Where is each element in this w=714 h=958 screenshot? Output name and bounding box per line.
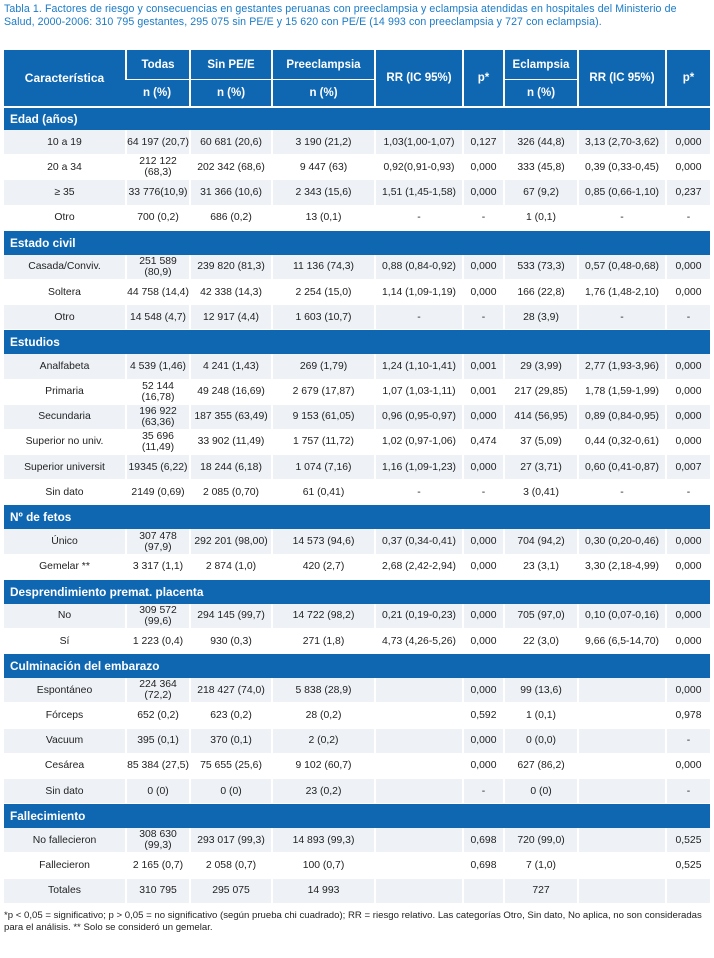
table-cell [374, 879, 462, 904]
table-cell: 3,30 (2,18-4,99) [577, 555, 665, 580]
table-cell: 0,000 [462, 255, 503, 280]
table-cell: 2 085 (0,70) [189, 480, 271, 505]
header-rr-preeclampsia: RR (IC 95%) [374, 50, 462, 106]
table-cell: 99 (13,6) [503, 678, 577, 703]
table-row [4, 130, 710, 155]
section-title: Estudios [4, 330, 710, 354]
table-cell: 720 (99,0) [503, 828, 577, 853]
table-cell [577, 779, 665, 804]
table-cell: - [577, 305, 665, 330]
table-cell: 0,698 [462, 828, 503, 853]
table-cell: 42 338 (14,3) [189, 280, 271, 305]
table-cell: 251 589 (80,9) [125, 255, 189, 280]
section-title: Edad (años) [4, 106, 710, 130]
table-cell: 0,000 [462, 729, 503, 754]
table-cell: 22 (3,0) [503, 629, 577, 654]
table-cell: - [374, 305, 462, 330]
table-cell: 310 795 [125, 879, 189, 904]
table-cell: 269 (1,79) [271, 354, 374, 379]
table-cell: 0,000 [665, 405, 710, 430]
table-cell: 627 (86,2) [503, 754, 577, 779]
table-cell: 1,02 (0,97-1,06) [374, 430, 462, 455]
table-cell: 0 (0,0) [503, 729, 577, 754]
table-cell: 60 681 (20,6) [189, 130, 271, 155]
table-cell: 9 102 (60,7) [271, 754, 374, 779]
row-label: Secundaria [4, 405, 125, 430]
table-cell: - [665, 729, 710, 754]
table-cell: 27 (3,71) [503, 455, 577, 480]
table-header [4, 50, 710, 106]
table-cell: 0,000 [462, 754, 503, 779]
table-cell: 7 (1,0) [503, 853, 577, 878]
table-cell: 395 (0,1) [125, 729, 189, 754]
table-row [4, 678, 710, 703]
table-cell: - [577, 480, 665, 505]
row-label: Único [4, 529, 125, 554]
table-cell: 19345 (6,22) [125, 455, 189, 480]
table-cell: 0,000 [665, 555, 710, 580]
table-cell: 0,978 [665, 703, 710, 728]
table-cell: 4 241 (1,43) [189, 354, 271, 379]
table-cell: - [462, 779, 503, 804]
table-cell: - [462, 305, 503, 330]
table-cell: 0,000 [665, 678, 710, 703]
table-cell: 85 384 (27,5) [125, 754, 189, 779]
table-cell: 308 630 (99,3) [125, 828, 189, 853]
table-row [4, 255, 710, 280]
table-cell: 0,007 [665, 455, 710, 480]
table-cell: 0,000 [665, 604, 710, 629]
table-row [4, 455, 710, 480]
table-cell: 0,57 (0,48-0,68) [577, 255, 665, 280]
table-caption: Tabla 1. Factores de riesgo y consecuencias en gestantes peruanas con preeclampsia y eclampsia atendidas en hospitales del Ministerio de Salud, 2000-2006: 310 795 gestantes, 295 075 sin PE/E y 15 620 con PE/E (14 993 con preeclampsia y 727 con eclampsia). [4, 3, 677, 29]
table-cell [577, 729, 665, 754]
header-eclampsia-n: n (%) [503, 79, 577, 106]
table-cell: 0,60 (0,41-0,87) [577, 455, 665, 480]
table-cell [577, 703, 665, 728]
table-row [4, 754, 710, 779]
table-cell: 2 874 (1,0) [189, 555, 271, 580]
section-title: Estado civil [4, 231, 710, 255]
table-cell: 14 548 (4,7) [125, 305, 189, 330]
table-cell: 0,592 [462, 703, 503, 728]
table-cell: 1 (0,1) [503, 703, 577, 728]
row-label: Espontáneo [4, 678, 125, 703]
table-row [4, 380, 710, 405]
table-row [4, 879, 710, 904]
header-rr-eclampsia: RR (IC 95%) [577, 50, 665, 106]
row-label: Primaria [4, 380, 125, 405]
table-cell: 2 343 (15,6) [271, 180, 374, 205]
table-cell: 29 (3,99) [503, 354, 577, 379]
table-cell: 1,16 (1,09-1,23) [374, 455, 462, 480]
section-header [4, 231, 710, 255]
table-cell: 64 197 (20,7) [125, 130, 189, 155]
table-cell: 930 (0,3) [189, 629, 271, 654]
row-label: Cesárea [4, 754, 125, 779]
table-cell: 370 (0,1) [189, 729, 271, 754]
table-cell: 35 696 (11,49) [125, 430, 189, 455]
table-cell: 0,000 [665, 280, 710, 305]
header-preeclampsia: Preeclampsia [271, 50, 374, 79]
table-cell: 704 (94,2) [503, 529, 577, 554]
table-row [4, 529, 710, 554]
header-caracteristica: Característica [4, 50, 125, 106]
table-row [4, 729, 710, 754]
table-cell: 14 722 (98,2) [271, 604, 374, 629]
table-cell [374, 678, 462, 703]
table-cell: - [462, 206, 503, 231]
table-row [4, 430, 710, 455]
table-row [4, 155, 710, 180]
section-header [4, 505, 710, 529]
table-row [4, 206, 710, 231]
table-cell: 2 058 (0,7) [189, 853, 271, 878]
table-cell: 9 447 (63) [271, 155, 374, 180]
table-cell: 3 190 (21,2) [271, 130, 374, 155]
row-label: Superior universit [4, 455, 125, 480]
table-cell: 2 679 (17,87) [271, 380, 374, 405]
table-cell: 3,13 (2,70-3,62) [577, 130, 665, 155]
table-cell: - [665, 305, 710, 330]
header-preeclampsia-n: n (%) [271, 79, 374, 106]
table-cell: 0,000 [462, 629, 503, 654]
table-cell: 2 254 (15,0) [271, 280, 374, 305]
table-cell: 0,000 [462, 280, 503, 305]
table-cell: 0,000 [665, 155, 710, 180]
section-title: Nº de fetos [4, 505, 710, 529]
table-cell: 326 (44,8) [503, 130, 577, 155]
table-cell [374, 703, 462, 728]
table-cell: - [577, 206, 665, 231]
table-cell: 0,92(0,91-0,93) [374, 155, 462, 180]
table-cell [374, 754, 462, 779]
table-cell: 727 [503, 879, 577, 904]
table-cell: 1 074 (7,16) [271, 455, 374, 480]
table-cell: 293 017 (99,3) [189, 828, 271, 853]
table-row [4, 629, 710, 654]
table-cell: 166 (22,8) [503, 280, 577, 305]
header-sin-pe: Sin PE/E [189, 50, 271, 79]
table-cell: 13 (0,1) [271, 206, 374, 231]
table-cell: 5 838 (28,9) [271, 678, 374, 703]
table-cell: 0,000 [665, 430, 710, 455]
table-cell: 0,525 [665, 853, 710, 878]
section-title: Culminación del embarazo [4, 654, 710, 678]
table-cell: 33 902 (11,49) [189, 430, 271, 455]
table-cell: 414 (56,95) [503, 405, 577, 430]
table-cell: 196 922 (63,36) [125, 405, 189, 430]
table-cell: 3 317 (1,1) [125, 555, 189, 580]
table-cell: 700 (0,2) [125, 206, 189, 231]
table-cell [374, 729, 462, 754]
table-cell: 307 478 (97,9) [125, 529, 189, 554]
table-cell: 1,14 (1,09-1,19) [374, 280, 462, 305]
table-cell [374, 853, 462, 878]
table-cell: 217 (29,85) [503, 380, 577, 405]
table-cell: 2,68 (2,42-2,94) [374, 555, 462, 580]
table-cell: 0,000 [665, 629, 710, 654]
table-cell: 3 (0,41) [503, 480, 577, 505]
table-cell: 0,000 [665, 255, 710, 280]
table-cell: - [374, 480, 462, 505]
row-label: 20 a 34 [4, 155, 125, 180]
table-cell: 0,39 (0,33-0,45) [577, 155, 665, 180]
table-cell: 1,51 (1,45-1,58) [374, 180, 462, 205]
table-cell: 0,001 [462, 380, 503, 405]
table-cell: 0,89 (0,84-0,95) [577, 405, 665, 430]
table-cell: 187 355 (63,49) [189, 405, 271, 430]
row-label: Casada/Conviv. [4, 255, 125, 280]
table-cell: 1,07 (1,03-1,11) [374, 380, 462, 405]
row-label: 10 a 19 [4, 130, 125, 155]
header-p-eclampsia: p* [665, 50, 710, 106]
table-cell [577, 828, 665, 853]
table-cell: 0,000 [462, 155, 503, 180]
table-row [4, 405, 710, 430]
table-cell: 14 893 (99,3) [271, 828, 374, 853]
table-row [4, 853, 710, 878]
table-cell: 0,000 [665, 354, 710, 379]
table-cell: - [665, 206, 710, 231]
table-cell: 31 366 (10,6) [189, 180, 271, 205]
table-cell: 0,21 (0,19-0,23) [374, 604, 462, 629]
table-cell: 686 (0,2) [189, 206, 271, 231]
table-cell: 294 145 (99,7) [189, 604, 271, 629]
table-cell: 61 (0,41) [271, 480, 374, 505]
table-footnote: *p < 0,05 = significativo; p > 0,05 = no significativo (según prueba chi cuadrado); RR = riesgo relativo. Las categorías Otro, Sin dato, No aplica, no son consideradas para el análisis. ** Solo se consideró un gemelar. [4, 909, 702, 934]
table-body [4, 106, 710, 904]
table-cell: 271 (1,8) [271, 629, 374, 654]
table-row [4, 280, 710, 305]
table-cell: 11 136 (74,3) [271, 255, 374, 280]
table-cell: 0,88 (0,84-0,92) [374, 255, 462, 280]
row-label: Superior no univ. [4, 430, 125, 455]
header-todas-n: n (%) [125, 79, 189, 106]
table-cell: 309 572 (99,6) [125, 604, 189, 629]
table-cell: 2,77 (1,93-3,96) [577, 354, 665, 379]
table-cell: 52 144 (16,78) [125, 380, 189, 405]
table-cell: 0,000 [462, 678, 503, 703]
data-table [4, 50, 710, 904]
table-row [4, 779, 710, 804]
table-cell: - [374, 206, 462, 231]
table-cell: 0,001 [462, 354, 503, 379]
section-title: Desprendimiento premat. placenta [4, 580, 710, 604]
header-eclampsia: Eclampsia [503, 50, 577, 79]
table-cell: 0,30 (0,20-0,46) [577, 529, 665, 554]
table-cell: 0,127 [462, 130, 503, 155]
row-label: ≥ 35 [4, 180, 125, 205]
table-cell [462, 879, 503, 904]
table-cell: 67 (9,2) [503, 180, 577, 205]
row-label: Fórceps [4, 703, 125, 728]
table-cell: 623 (0,2) [189, 703, 271, 728]
table-cell [577, 754, 665, 779]
table-cell: 28 (3,9) [503, 305, 577, 330]
table-row [4, 354, 710, 379]
table-cell: 18 244 (6,18) [189, 455, 271, 480]
row-label: Fallecieron [4, 853, 125, 878]
row-label: No fallecieron [4, 828, 125, 853]
table-cell: 2 165 (0,7) [125, 853, 189, 878]
table-cell: 1 603 (10,7) [271, 305, 374, 330]
table-cell: 0,000 [462, 604, 503, 629]
row-label: Soltera [4, 280, 125, 305]
row-label: Gemelar ** [4, 555, 125, 580]
header-p-preeclampsia: p* [462, 50, 503, 106]
header-sin-pe-n: n (%) [189, 79, 271, 106]
table-cell: - [665, 480, 710, 505]
row-label: No [4, 604, 125, 629]
row-label: Vacuum [4, 729, 125, 754]
table-cell: 705 (97,0) [503, 604, 577, 629]
section-header [4, 654, 710, 678]
table-cell: 1,78 (1,59-1,99) [577, 380, 665, 405]
table-cell: 0,474 [462, 430, 503, 455]
table-cell: 1 223 (0,4) [125, 629, 189, 654]
table-cell [665, 879, 710, 904]
table-cell [577, 678, 665, 703]
section-header [4, 106, 710, 130]
table-cell: 0,44 (0,32-0,61) [577, 430, 665, 455]
table-cell: 23 (3,1) [503, 555, 577, 580]
section-title: Fallecimiento [4, 804, 710, 828]
table-cell: 0,000 [462, 555, 503, 580]
row-label: Otro [4, 305, 125, 330]
table-cell: 4 539 (1,46) [125, 354, 189, 379]
table-cell: 420 (2,7) [271, 555, 374, 580]
table-cell: 0 (0) [503, 779, 577, 804]
table-cell: 4,73 (4,26-5,26) [374, 629, 462, 654]
table-cell: 37 (5,09) [503, 430, 577, 455]
table-cell: 9 153 (61,05) [271, 405, 374, 430]
table-cell: 2149 (0,69) [125, 480, 189, 505]
table-cell: 218 427 (74,0) [189, 678, 271, 703]
table-cell: 33 776(10,9) [125, 180, 189, 205]
table-cell: 292 201 (98,00) [189, 529, 271, 554]
table-cell: 0,525 [665, 828, 710, 853]
table-cell [577, 879, 665, 904]
table-cell: 239 820 (81,3) [189, 255, 271, 280]
table-cell: 0,000 [665, 130, 710, 155]
table-cell: 12 917 (4,4) [189, 305, 271, 330]
section-header [4, 580, 710, 604]
row-label: Totales [4, 879, 125, 904]
table-cell: 202 342 (68,6) [189, 155, 271, 180]
table-cell: 1,24 (1,10-1,41) [374, 354, 462, 379]
table-cell: 0,000 [462, 405, 503, 430]
table-cell: 1,76 (1,48-2,10) [577, 280, 665, 305]
table-cell: 533 (73,3) [503, 255, 577, 280]
table-cell: 0,000 [665, 754, 710, 779]
table-cell: 652 (0,2) [125, 703, 189, 728]
table-cell: 75 655 (25,6) [189, 754, 271, 779]
table-row [4, 180, 710, 205]
table-row [4, 480, 710, 505]
table-cell: 1 757 (11,72) [271, 430, 374, 455]
table-cell: 0,000 [462, 529, 503, 554]
table-cell: 44 758 (14,4) [125, 280, 189, 305]
table-cell: 0,96 (0,95-0,97) [374, 405, 462, 430]
table-row [4, 305, 710, 330]
table-cell: 0 (0) [189, 779, 271, 804]
table-cell: - [462, 480, 503, 505]
section-header [4, 330, 710, 354]
row-label: Otro [4, 206, 125, 231]
table-cell: 0,10 (0,07-0,16) [577, 604, 665, 629]
table-cell: 28 (0,2) [271, 703, 374, 728]
table-cell: - [665, 779, 710, 804]
row-label: Analfabeta [4, 354, 125, 379]
table-cell: 0,000 [665, 529, 710, 554]
table-row [4, 703, 710, 728]
table-cell: 224 364 (72,2) [125, 678, 189, 703]
table-cell: 0,37 (0,34-0,41) [374, 529, 462, 554]
table-cell: 0,000 [462, 180, 503, 205]
table-cell: 9,66 (6,5-14,70) [577, 629, 665, 654]
table-cell: 0,85 (0,66-1,10) [577, 180, 665, 205]
table-cell: 0 (0) [125, 779, 189, 804]
table-cell: 333 (45,8) [503, 155, 577, 180]
table-cell: 0,000 [462, 455, 503, 480]
table-row [4, 555, 710, 580]
table-row [4, 604, 710, 629]
table-cell: 14 573 (94,6) [271, 529, 374, 554]
table-cell: 14 993 [271, 879, 374, 904]
header-todas: Todas [125, 50, 189, 79]
table-cell: 1 (0,1) [503, 206, 577, 231]
table-cell [374, 828, 462, 853]
table-cell: 212 122 (68,3) [125, 155, 189, 180]
table-row [4, 828, 710, 853]
table-cell: 0,698 [462, 853, 503, 878]
table-cell [577, 853, 665, 878]
table-cell [374, 779, 462, 804]
page [4, 0, 710, 935]
table-cell: 1,03(1,00-1,07) [374, 130, 462, 155]
row-label: Sin dato [4, 480, 125, 505]
table-cell: 0,237 [665, 180, 710, 205]
table-cell: 2 (0,2) [271, 729, 374, 754]
table-cell: 49 248 (16,69) [189, 380, 271, 405]
table-cell: 0,000 [665, 380, 710, 405]
table-cell: 23 (0,2) [271, 779, 374, 804]
row-label: Sin dato [4, 779, 125, 804]
section-header [4, 804, 710, 828]
table-cell: 295 075 [189, 879, 271, 904]
table-cell: 100 (0,7) [271, 853, 374, 878]
row-label: Sí [4, 629, 125, 654]
